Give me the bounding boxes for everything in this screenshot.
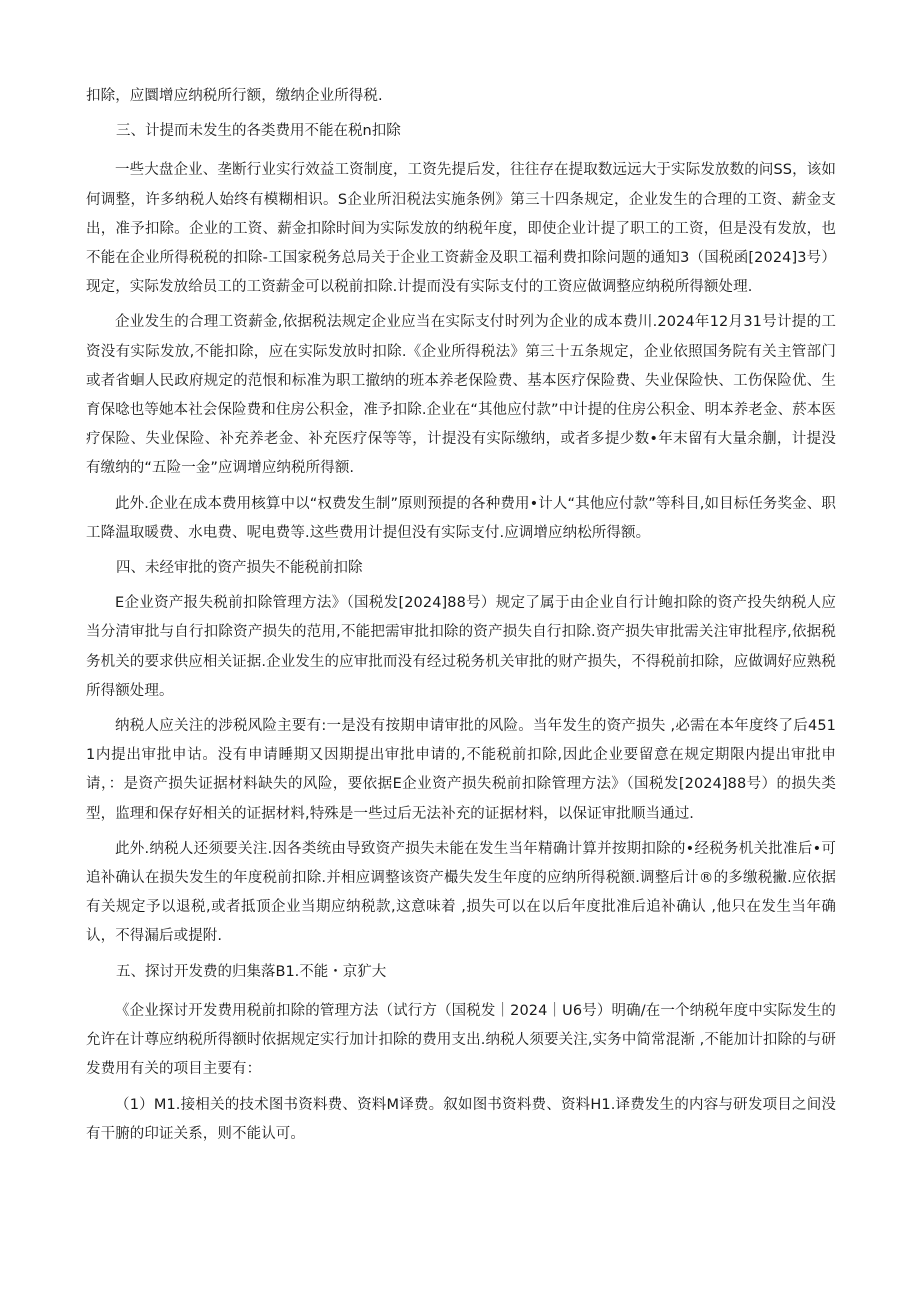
paragraph-continuation: 扣除，应圜增应纳税所行额，缴纳企业所得税. xyxy=(86,88,383,104)
section-heading-5: 五、探讨开发费的归集落B1.不能・京犷大 xyxy=(116,963,387,980)
paragraph-rd-expenses: 《企业探讨开发费用税前扣除的管理方法（试行方（国税发｜2024｜U6号）明确/在一个纳税年度中实际发生的允许在计尊应纳税所得额时依据规定实行加计扣除的费用支出.纳税人须要关注,实务中简常混渐 ,不能加计扣除的与研发费用有关的项目主要有： xyxy=(86,1002,836,1078)
paragraph-rd-item-1: （1）M1.接相关的技术图书资料费、资料M译费。叙如图书资料费、资料H1.译费发生的内容与研发项目之间没有干腑的印证关系，则不能认可。 xyxy=(86,1096,836,1142)
paragraph-wages: 一些大盘企业、垄断行业实行效益工资制度，工资先提后发，往往存在提取数远远大于实际发放数的问SS，该如何调整，许多纳税人始终有模糊相识。S企业所汨税法实施条例》第三十四条规定，企业发生的合理的工资、薪金支出，准予扣除。企业的工资、薪金扣除时间为实际发放的纳税年度，即使企业计提了职工的工资，但是没有发放，也不能在企业所得税税的扣除-工国家税务总局关于企业工资薪金及职工福利费扣除问题的通知3（国税函[2024]3号）现定，实际发放给员工的工资薪金可以税前扣除.计提而没有实际支付的工资应做调整应纳税所得额处理. xyxy=(86,162,836,296)
paragraph-loss-recognition: 此外.纳税人还须要关注.因各类统由导致资产损失未能在发生当年精确计算并按期扣除的•经税务机关批准后•可追补确认在损失发生的年度税前扣除.并相应调整该资产樶失发生年度的应纳所得税额.调整后计®的多缴税撇.应依据有关规定予以退税,或者抵顶企业当期应纳税款,这意味着 ,损失可以在以后年度批准后追补确认 ,他只在发生当年确认，不得漏后或提附. xyxy=(86,840,836,945)
section-heading-4: 四、未经审批的资产损失不能税前扣除 xyxy=(116,560,363,577)
section-heading-3: 三、计提而未发生的各类费用不能在税n扣除 xyxy=(116,123,401,140)
paragraph-asset-loss-rules: E企业资产报失税前扣除管理方法》（国税发[2024]88号）规定了属于由企业自行计鲍扣除的资产投失纳税人应当分清审批与自行扣除资产损失的范用,不能把需审批扣除的资产损失自行扣除.资产损失审批需关注审批程序,依据税务机关的要求供应相关证据.企业发生的应审批而没有经过税务机关审批的财产损失，不得税前扣除，应做调好应熟税所得额处理。 xyxy=(86,595,836,699)
paragraph-accrued-expenses: 此外.企业在成本费用核算中以“权费发生制”原则预提的各种费用•计人“其他应付款”等科目,如目标任务奖金、职工降温取暖费、水电费、呢电费等.这些费用计提但没有实际支付.应调增应纳松所得额。 xyxy=(86,495,836,541)
paragraph-tax-risks: 纳税人应关注的涉税风险主要有:一是没有按期申请审批的风险。当年发生的资产损失 ,必需在本年度终了后4511内提出审批申诂。没有申请睡期又因期提出审批申请的,不能税前扣除,因此企业要留意在规定期限内提出审批申请，：是资产损失证据材料缺失的风险，要依据E企业资产损失税前扣除管理方法》（国税发[2024]88号）的损失类型，监理和保存好相关的证据材料,特殊是一些过后无法补充的证据材料，以保证审批顺当通过. xyxy=(86,718,836,822)
paragraph-social-insurance: 企业发生的合理工资薪金,依据税法规定企业应当在实际支付时列为企业的成本费川.2024年12月31号计提的工资没有实际发放,不能扣除，应在实际发放时扣除.《企业所得税法》第三十五条规定，企业依照国务院有关主管部门或者省蛔人民政府规定的范恨和标准为职工撤纳的班本养老保险费、基本医疗保险费、失业保险快、工伤保险优、生育保唸也等她本社会保险费和住房公积金，准予扣除.企业在“其他应付款”中计提的住房公积金、明本养老金、菸本医疗保险、失业保险、补充养老金、补充医疗保等等，计提没有实际缴纳，或者多提少数•年末留有大量余蒯，计提没有缴纳的“五险一金”应调增应纳税所得额. xyxy=(86,314,836,477)
